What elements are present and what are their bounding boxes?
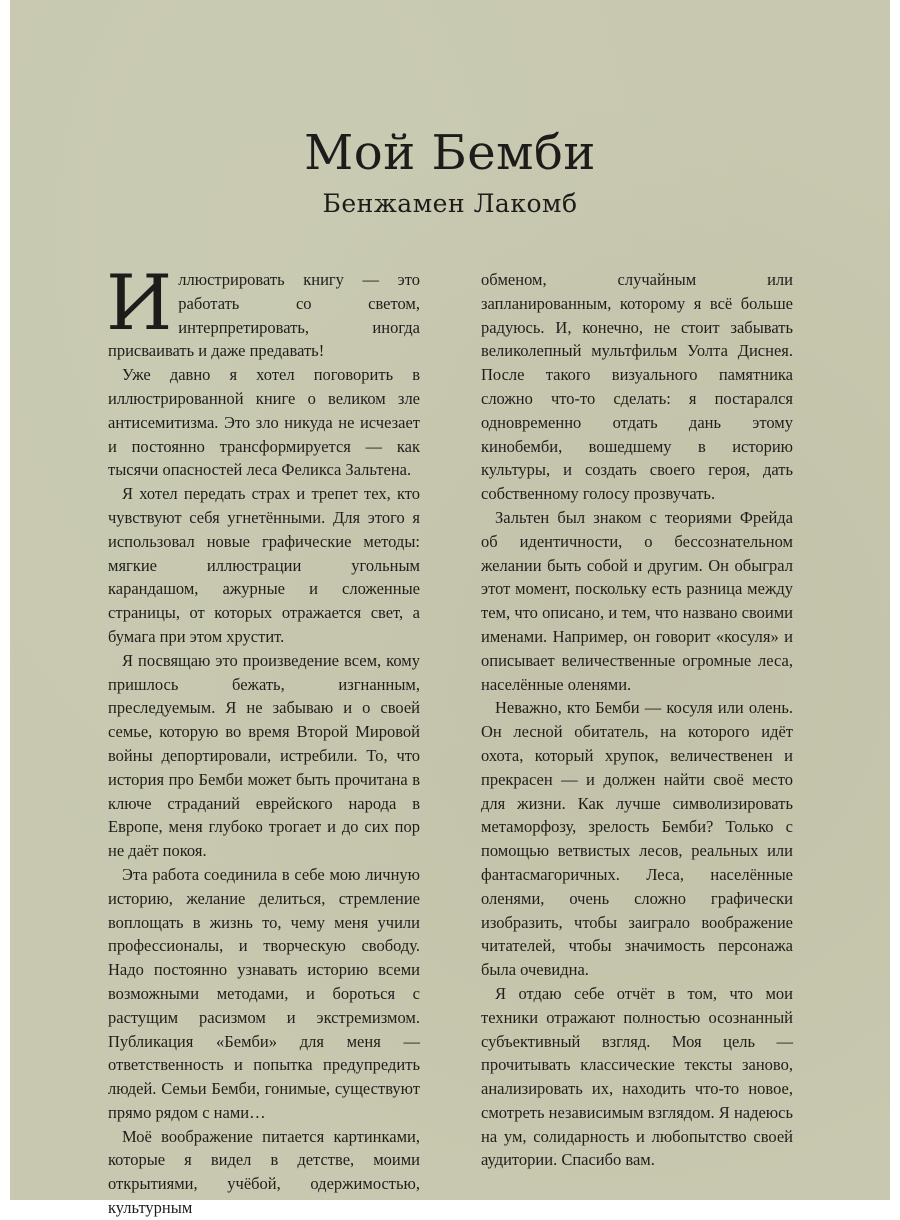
paragraph: Уже давно я хотел поговорить в иллюстрированной книге о великом зле антисемитизма. Это зло никуда не исчезает и постоянно трансформируется — как тысячи опасностей леса Феликса Зальтена. bbox=[108, 365, 420, 480]
paragraph-continuation: обменом, случайным или запланированным, которому я всё больше радуюсь. И, конечно, не стоит забывать великолепный мультфильм Уолта Диснея. После такого визуального памятника сложно что-то сделать: я постарался одновременно отдать дань этому кинобемби, вошедшему в историю культуры, и создать своего героя, дать собственному голосу прозвучать. bbox=[481, 270, 793, 504]
author-name: Бенжамен Лакомб bbox=[322, 189, 578, 218]
text-column-left bbox=[106, 258, 420, 1220]
paragraph: Моё воображение питается картинками, которые я видел в детстве, моими открытиями, учёбой, одержимостью, культурным bbox=[108, 1126, 420, 1218]
paragraph: Эта работа соединила в себе мою личную историю, желание делиться, стремление воплощать в жизнь то, чему меня учили профессионалы, и творческую свободу. Надо постоянно узнавать историю всеми возможными методами, и бороться с растущим расизмом и экстремизмом. Публикация «Бемби» для меня — ответственность и попытка предупредить людей. Семьи Бемби, гонимые, существуют прямо рядом с нами… bbox=[108, 864, 420, 1122]
paragraph: Зальтен был знаком с теориями Фрейда об идентичности, о бессознательном желании быть собой и другим. Он обыграл этот момент, поскольку есть разница между тем, что описано, и тем, что названо своими именами. Например, он говорит «косуля» и описывает величественные огромные леса, населённые оленями. bbox=[481, 507, 793, 694]
text-column-right bbox=[481, 268, 793, 1172]
page-title: Мой Бемби bbox=[304, 125, 596, 181]
paragraph: Я отдаю себе отчёт в том, что мои техники отражают полностью осознанный субъективный взгляд. Моя цель — прочитывать классические тексты заново, анализировать их, находить что-то новое, смотреть независимым взглядом. Я надеюсь на ум, солидарность и любопытство своей аудитории. Спасибо вам. bbox=[481, 983, 793, 1170]
paragraph: Иллюстрировать книгу — это работать со светом, интерпретировать, иногда присваивать и даже предавать! bbox=[106, 258, 420, 361]
paragraph: Я хотел передать страх и трепет тех, кто чувствуют себя угнетёнными. Для этого я использовал новые графические методы: мягкие иллюстрации угольным карандашом, ажурные и сложенные страницы, от которых отражается свет, а бумага при этом хрустит. bbox=[108, 484, 420, 646]
drop-cap: И bbox=[106, 258, 173, 347]
paragraph: Неважно, кто Бемби — косуля или олень. Он лесной обитатель, на которого идёт охота, который хрупок, величественен и прекрасен — и должен найти своё место для жизни. Как лучше символизировать метаморфозу, зрелость Бемби? Только с помощью ветвистых лесов, реальных или фантасмагоричных. Леса, населённые оленями, очень сложно графически изобразить, чтобы заиграло воображение читателей, чтобы значимость персонажа была очевидна. bbox=[481, 698, 793, 980]
paragraph: Я посвящаю это произведение всем, кому пришлось бежать, изгнанным, преследуемым. Я не забываю и о своей семье, которую во время Второй Мировой войны депортировали, истребили. То, что история про Бемби может быть прочитана в ключе страданий еврейского народа в Европе, меня глубоко трогает и до сих пор не даёт покоя. bbox=[108, 650, 420, 861]
